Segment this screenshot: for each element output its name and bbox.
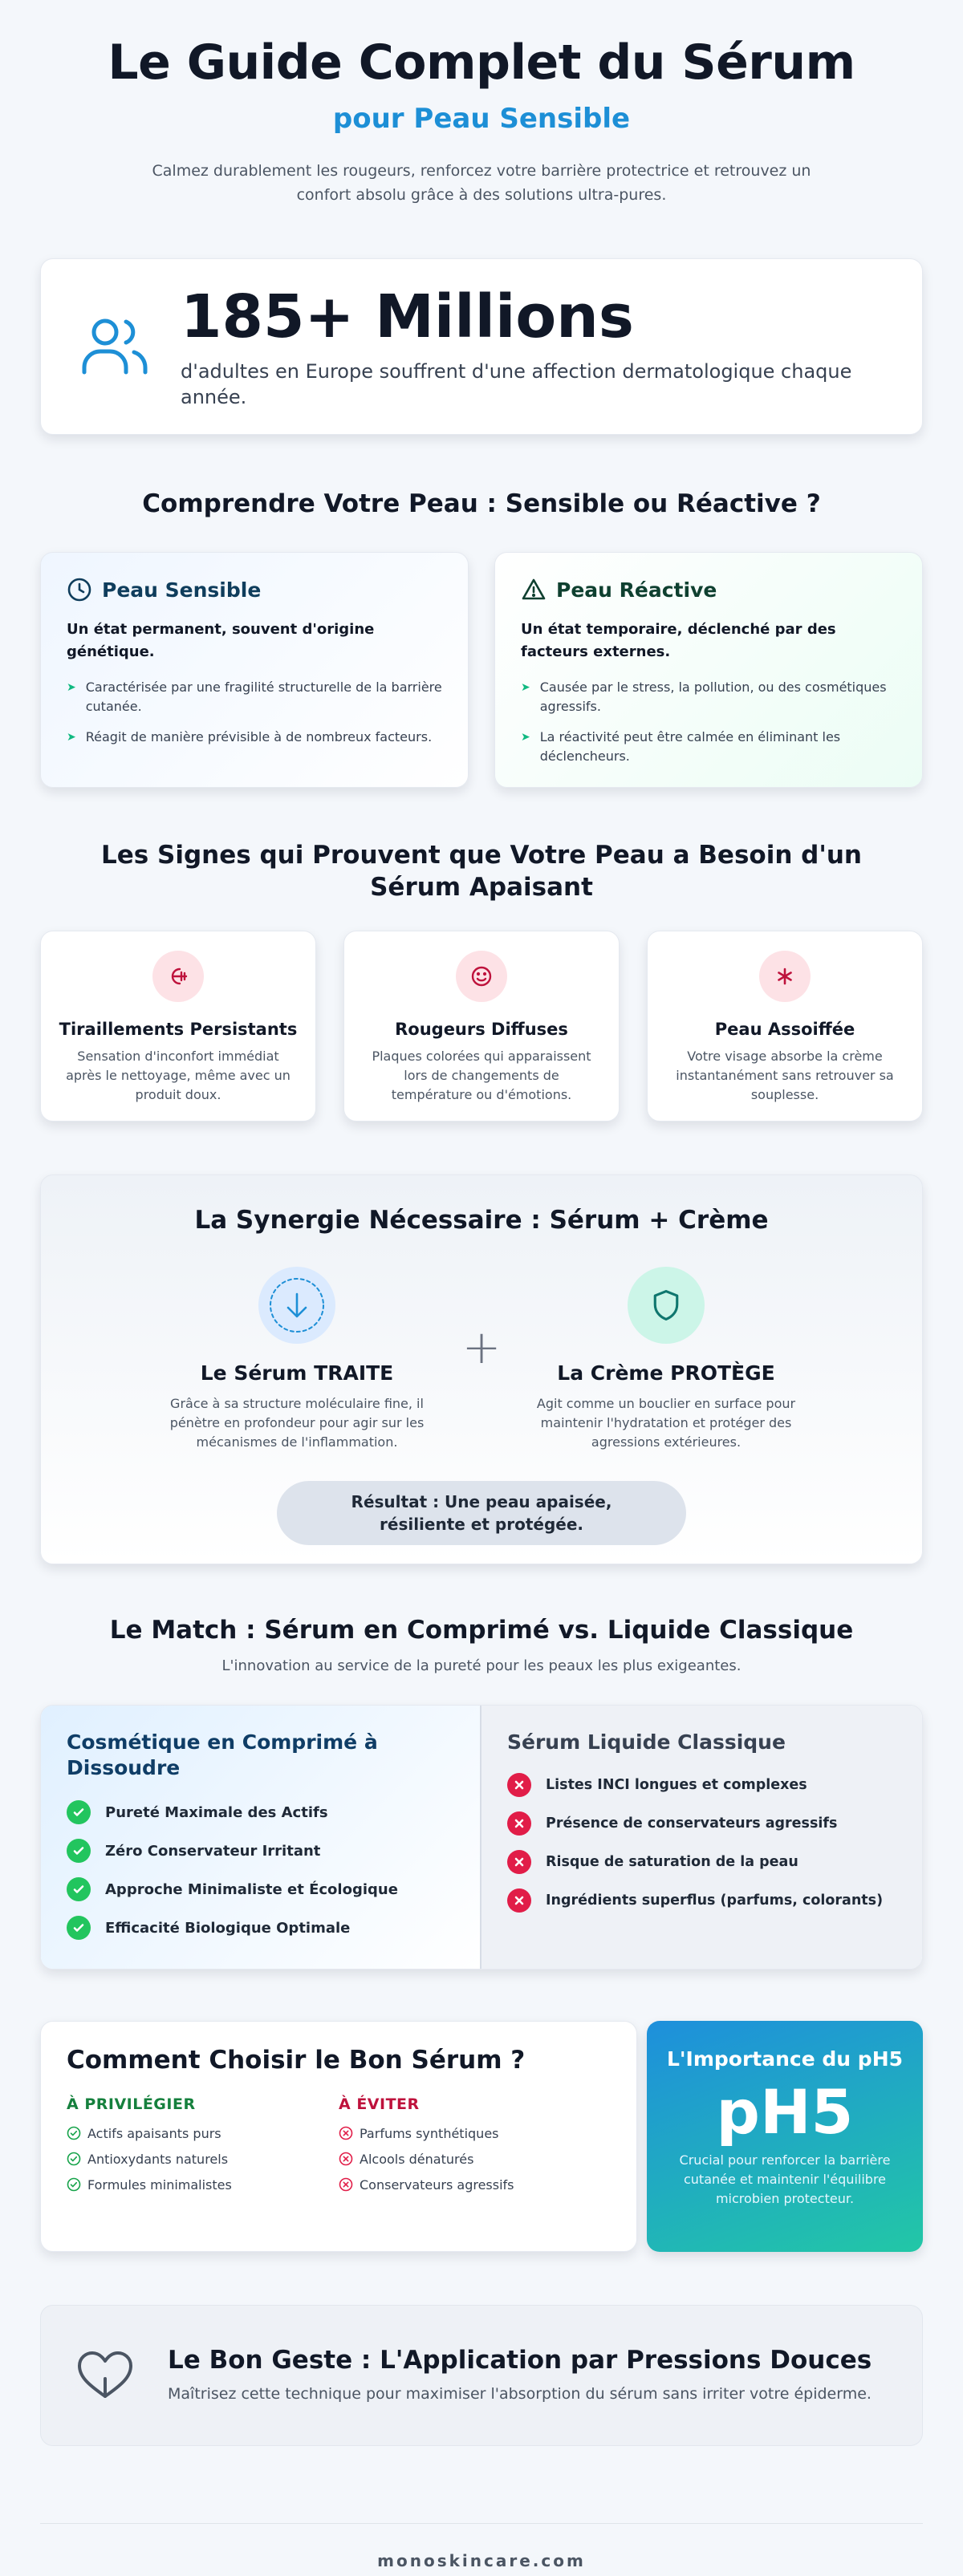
page-intro: Calmez durablement les rougeurs, renforcez votre barrière protectrice et retrouvez un confort absolu grâce à des solutions ultra-pures. bbox=[152, 162, 811, 204]
bullet-arrow-icon: ➤ bbox=[67, 681, 76, 694]
signs-grid bbox=[40, 931, 923, 1122]
match-table bbox=[40, 1705, 923, 1970]
hero bbox=[40, 0, 923, 207]
sign-text: Sensation d'inconfort immédiat après le nettoyage, même avec un produit doux. bbox=[66, 1049, 291, 1102]
list-item: Présence de conservateurs agressifs bbox=[507, 1811, 896, 1836]
shield-icon bbox=[648, 1288, 684, 1323]
page-subtitle: pour Peau Sensible bbox=[332, 103, 631, 135]
match-title: Le Match : Sérum en Comprimé vs. Liquide Classique bbox=[109, 1616, 854, 1645]
ph-title: L'Importance du pH5 bbox=[666, 2047, 904, 2071]
sign-title: Rougeurs Diffuses bbox=[395, 1020, 568, 1039]
sign-text: Votre visage absorbe la crème instantanément sans retrouver sa souplesse. bbox=[676, 1049, 894, 1102]
understand-title: Comprendre Votre Peau : Sensible ou Réactive ? bbox=[142, 489, 821, 518]
check-circle-icon bbox=[67, 1916, 91, 1940]
liquid-column bbox=[482, 1706, 922, 1969]
sensitive-lead: Un état permanent, souvent d'origine génétique. bbox=[67, 621, 375, 660]
serum-column bbox=[152, 1267, 441, 1452]
cream-column bbox=[522, 1267, 811, 1452]
list-item: Pureté Maximale des Actifs bbox=[67, 1800, 454, 1824]
sign-title: Tiraillements Persistants bbox=[59, 1020, 298, 1039]
sign-text: Plaques colorées qui apparaissent lors de changements de température ou d'émotions. bbox=[372, 1049, 591, 1102]
cream-title: La Crème PROTÈGE bbox=[557, 1361, 775, 1385]
list-item: Antioxydants naturels bbox=[67, 2152, 339, 2166]
sign-card bbox=[647, 931, 923, 1122]
choose-row bbox=[40, 2021, 923, 2252]
list-item: Efficacité Biologique Optimale bbox=[67, 1916, 454, 1940]
skin-comparison bbox=[40, 552, 923, 788]
list-item: ➤ Causée par le stress, la pollution, ou des cosmétiques agressifs. bbox=[521, 678, 896, 716]
gesture-text: Maîtrisez cette technique pour maximiser l'absorption du sérum sans irriter votre épiderme. bbox=[168, 2385, 872, 2403]
list-item: Alcools dénaturés bbox=[339, 2152, 611, 2166]
synergy-result: Résultat : Une peau apaisée, résiliente et protégée. bbox=[277, 1481, 686, 1545]
reactive-lead: Un état temporaire, déclenché par des facteurs externes. bbox=[521, 621, 836, 660]
heart-hand-icon bbox=[73, 2343, 137, 2408]
list-item: Approche Minimaliste et Écologique bbox=[67, 1877, 454, 1901]
stat-card bbox=[40, 258, 923, 435]
x-circle-icon bbox=[339, 2152, 353, 2166]
tablet-column bbox=[41, 1706, 482, 1969]
list-item: Zéro Conservateur Irritant bbox=[67, 1839, 454, 1863]
x-circle-icon bbox=[507, 1850, 531, 1874]
favor-column bbox=[67, 2095, 339, 2203]
sensitive-title: Peau Sensible bbox=[102, 578, 262, 602]
avoid-column bbox=[339, 2095, 611, 2203]
ph-value: pH5 bbox=[716, 2076, 854, 2148]
list-item: ➤ Caractérisée par une fragilité structurelle de la barrière cutanée. bbox=[67, 678, 442, 716]
synergy-title: La Synergie Nécessaire : Sérum + Crème bbox=[194, 1206, 769, 1235]
gesture-card bbox=[40, 2305, 923, 2446]
bullet-arrow-icon: ➤ bbox=[521, 681, 530, 694]
bullet-arrow-icon: ➤ bbox=[67, 731, 76, 744]
sign-card bbox=[343, 931, 620, 1122]
footer bbox=[40, 2523, 923, 2570]
cream-text: Agit comme un bouclier en surface pour maintenir l'hydratation et protéger des agressions extérieures. bbox=[536, 1396, 796, 1450]
footer-brand: monoskincare.com bbox=[377, 2551, 586, 2570]
check-circle-icon bbox=[67, 2152, 81, 2166]
list-item: ➤ Réagit de manière prévisible à de nombreux facteurs. bbox=[67, 728, 442, 747]
check-circle-icon bbox=[67, 1800, 91, 1824]
plus-sign: + bbox=[461, 1320, 502, 1374]
list-item: Actifs apaisants purs bbox=[67, 2126, 339, 2140]
ph-text: Crucial pour renforcer la barrière cutanée et maintenir l'équilibre microbien protecteur. bbox=[679, 2152, 891, 2206]
ph-card bbox=[647, 2021, 923, 2252]
avoid-title: À ÉVITER bbox=[339, 2095, 420, 2113]
list-item: Parfums synthétiques bbox=[339, 2126, 611, 2140]
face-icon bbox=[469, 963, 494, 989]
x-circle-icon bbox=[507, 1888, 531, 1913]
clock-icon bbox=[67, 577, 92, 602]
tightness-icon bbox=[165, 963, 191, 989]
list-item: Risque de saturation de la peau bbox=[507, 1850, 896, 1874]
bullet-arrow-icon: ➤ bbox=[521, 731, 530, 744]
x-circle-icon bbox=[507, 1811, 531, 1836]
page-title: Le Guide Complet du Sérum bbox=[108, 34, 855, 91]
warning-icon bbox=[521, 577, 547, 602]
list-item: Listes INCI longues et complexes bbox=[507, 1773, 896, 1797]
check-circle-icon bbox=[67, 2177, 81, 2192]
synergy-card bbox=[40, 1174, 923, 1564]
x-circle-icon bbox=[339, 2126, 353, 2140]
sign-card bbox=[40, 931, 316, 1122]
check-circle-icon bbox=[67, 1877, 91, 1901]
liquid-title: Sérum Liquide Classique bbox=[507, 1730, 786, 1754]
list-item: Ingrédients superflus (parfums, colorants) bbox=[507, 1888, 896, 1913]
sparkle-icon bbox=[772, 963, 798, 989]
arrow-down-icon bbox=[268, 1276, 326, 1334]
match-subtitle: L'innovation au service de la pureté pour les peaux les plus exigeantes. bbox=[221, 1657, 742, 1674]
serum-title: Le Sérum TRAITE bbox=[200, 1361, 394, 1385]
choose-card bbox=[40, 2021, 637, 2252]
signs-title: Les Signes qui Prouvent que Votre Peau a Besoin d'un Sérum Apaisant bbox=[100, 841, 862, 902]
tablet-title: Cosmétique en Comprimé à Dissoudre bbox=[67, 1730, 378, 1779]
list-item: Conservateurs agressifs bbox=[339, 2177, 611, 2192]
choose-title: Comment Choisir le Bon Sérum ? bbox=[67, 2046, 526, 2075]
favor-title: À PRIVILÉGIER bbox=[67, 2095, 196, 2113]
list-item: ➤ La réactivité peut être calmée en éliminant les déclencheurs. bbox=[521, 728, 896, 766]
stat-number: 185+ Millions bbox=[181, 282, 634, 351]
sensitive-card bbox=[40, 552, 469, 788]
content bbox=[40, 0, 923, 2570]
sign-title: Peau Assoiffée bbox=[714, 1020, 855, 1039]
gesture-title: Le Bon Geste : L'Application par Pressions Douces bbox=[168, 2346, 872, 2375]
stat-text: d'adultes en Europe souffrent d'une affection dermatologique chaque année. bbox=[181, 360, 852, 408]
check-circle-icon bbox=[67, 2126, 81, 2140]
reactive-title: Peau Réactive bbox=[556, 578, 717, 602]
list-item: Formules minimalistes bbox=[67, 2177, 339, 2192]
serum-text: Grâce à sa structure moléculaire fine, il pénètre en profondeur pour agir sur les mécanismes de l'inflammation. bbox=[169, 1396, 425, 1450]
x-circle-icon bbox=[339, 2177, 353, 2192]
check-circle-icon bbox=[67, 1839, 91, 1863]
reactive-card bbox=[494, 552, 923, 788]
users-icon bbox=[76, 308, 153, 385]
x-circle-icon bbox=[507, 1773, 531, 1797]
